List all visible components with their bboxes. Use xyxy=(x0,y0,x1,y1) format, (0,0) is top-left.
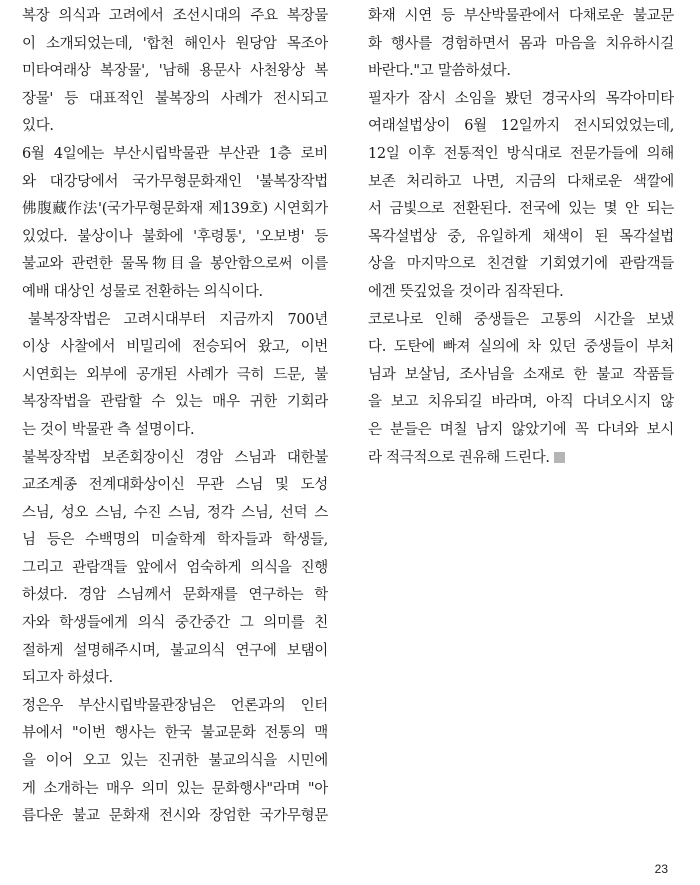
text-line xyxy=(22,169,328,197)
text-line xyxy=(22,417,328,445)
text-line xyxy=(368,31,674,59)
text-line xyxy=(368,417,674,445)
line-text: 목각설법상 중, 유일하게 채색이 된 목각설법 xyxy=(368,228,674,245)
line-text: 님과 보살님, 조사님을 소재로 한 불교 작품들 xyxy=(368,366,674,383)
line-text: 뷰에서 "이번 행사는 한국 불교문화 전통의 맥 xyxy=(22,725,328,742)
text-line xyxy=(368,224,674,252)
line-text: 님 등은 수백명의 미술학계 학자들과 학생들, xyxy=(22,532,328,549)
line-text: 장물' 등 대표적인 불복장의 사례가 전시되고 xyxy=(22,90,328,107)
text-line xyxy=(22,86,328,114)
line-text: 그리고 관람객들 앞에서 엄숙하게 의식을 진행 xyxy=(22,559,328,576)
text-line xyxy=(22,334,328,362)
text-line xyxy=(22,58,328,86)
text-line xyxy=(368,113,674,141)
text-column-right xyxy=(368,3,674,472)
text-line xyxy=(368,141,674,169)
line-text: 라 적극적으로 권유해 드린다. xyxy=(368,449,550,466)
line-text: 12일 이후 전통적인 방식대로 전문가들에 의해 xyxy=(368,145,674,162)
line-text: 이상 사찰에서 비밀리에 전승되어 왔고, 이번 xyxy=(22,339,328,356)
line-text: 서 금빛으로 전환된다. 전국에 있는 몇 안 되는 xyxy=(368,201,674,218)
text-line xyxy=(368,279,674,307)
text-line xyxy=(22,445,328,473)
line-text: 佛腹藏作法'(국가무형문화재 제139호) 시연회가 xyxy=(22,201,328,218)
line-text: 시연회는 외부에 공개된 사례가 극히 드문, 불 xyxy=(22,366,328,383)
line-text: 교조계종 전계대화상이신 무관 스님 및 도성 xyxy=(22,477,328,494)
line-text: 는 것이 박물관 측 설명이다. xyxy=(22,421,195,438)
line-text: 게 소개하는 매우 의미 있는 문화행사"라며 "아 xyxy=(22,780,328,797)
text-line xyxy=(368,251,674,279)
text-line xyxy=(368,389,674,417)
line-text: 화재 시연 등 부산박물관에서 다채로운 불교문 xyxy=(368,8,674,24)
text-line xyxy=(368,334,674,362)
text-line xyxy=(22,31,328,59)
line-text: 불복장작법 보존회장이신 경암 스님과 대한불 xyxy=(22,449,328,466)
text-line xyxy=(22,113,328,141)
text-line xyxy=(368,86,674,114)
page-number: 23 xyxy=(654,862,668,876)
text-line xyxy=(22,610,328,638)
text-line xyxy=(22,638,328,666)
text-line xyxy=(22,196,328,224)
line-text: 보존 처리하고 나면, 지금의 다채로운 색깔에 xyxy=(368,173,674,190)
line-text: 미타여래상 복장물', '남해 용문사 사천왕상 복 xyxy=(22,63,328,80)
line-text: 상을 마지막으로 친견할 기회였기에 관람객들 xyxy=(368,256,674,273)
text-line xyxy=(22,251,328,279)
text-line xyxy=(22,555,328,583)
line-text: 이 소개되었는데, '합천 해인사 원당암 목조아 xyxy=(22,35,328,52)
line-text: 코로나로 인해 중생들은 고통의 시간을 보냈 xyxy=(368,311,674,328)
line-text: 을 이어 오고 있는 진귀한 불교의식을 시민에 xyxy=(22,753,328,770)
line-text: 있다. xyxy=(22,118,54,135)
line-text: 자와 학생들에게 의식 중간중간 그 의미를 친 xyxy=(22,615,328,632)
text-line xyxy=(22,527,328,555)
line-text: 있었다. 불상이나 불화에 '후령통', '오보병' 등 xyxy=(22,228,328,245)
line-text: 예배 대상인 성물로 전환하는 의식이다. xyxy=(22,283,263,300)
line-text: 정은우 부산시립박물관장님은 언론과의 인터 xyxy=(22,697,328,714)
line-text: 필자가 잠시 소임을 봤던 경국사의 목각아미타 xyxy=(368,90,674,107)
line-text: 되고자 하셨다. xyxy=(22,670,113,687)
line-text: 와 대강당에서 국가무형문화재인 '불복장작법 xyxy=(22,173,328,190)
text-line xyxy=(368,169,674,197)
line-text: 다. 도탄에 빠져 실의에 차 있던 중생들이 부처 xyxy=(368,339,674,356)
text-line xyxy=(368,445,674,473)
line-text: 바란다."고 말씀하셨다. xyxy=(368,63,511,80)
text-line xyxy=(22,141,328,169)
text-line xyxy=(22,389,328,417)
text-line xyxy=(368,307,674,335)
text-line xyxy=(22,776,328,804)
line-text: 복장 의식과 고려에서 조선시대의 주요 복장물 xyxy=(22,8,328,24)
text-line xyxy=(368,3,674,31)
line-text: 름다운 불교 문화재 전시와 장엄한 국가무형문 xyxy=(22,808,328,825)
line-text: 을 보고 치유되길 바라며, 아직 다녀오시지 않 xyxy=(368,394,674,411)
text-line xyxy=(22,3,328,31)
text-line xyxy=(22,472,328,500)
line-text: 스님, 성오 스님, 수진 스님, 정각 스님, 선덕 스 xyxy=(22,504,328,521)
text-line xyxy=(22,803,328,831)
text-line xyxy=(22,665,328,693)
text-line xyxy=(22,307,328,335)
text-line xyxy=(22,362,328,390)
line-text: 6월 4일에는 부산시립박물관 부산관 1층 로비 xyxy=(22,145,328,162)
text-line xyxy=(22,748,328,776)
line-text: 화 행사를 경험하면서 몸과 마음을 치유하시길 xyxy=(368,35,674,52)
text-line xyxy=(22,720,328,748)
text-line xyxy=(368,362,674,390)
line-text: 복장작법을 관람할 수 있는 매우 귀한 기회라 xyxy=(22,394,328,411)
line-text: 절하게 설명해주시며, 불교의식 연구에 보탬이 xyxy=(22,642,328,659)
line-text: 은 분들은 며칠 남지 않았기에 꼭 다녀와 보시 xyxy=(368,421,674,438)
line-text: 불복장작법은 고려시대부터 지금까지 700년 xyxy=(28,311,328,328)
line-text: 불교와 관련한 물목物目을 봉안함으로써 이를 xyxy=(22,256,328,273)
line-text: 에겐 뜻깊었을 것이라 짐작된다. xyxy=(368,283,564,300)
text-line xyxy=(22,279,328,307)
text-line xyxy=(22,224,328,252)
text-line xyxy=(22,693,328,721)
line-text: 여래설법상이 6월 12일까지 전시되었었는데, xyxy=(368,118,674,135)
text-line xyxy=(368,58,674,86)
text-line xyxy=(22,582,328,610)
text-column-left xyxy=(22,3,328,831)
text-line xyxy=(368,196,674,224)
end-of-article-mark xyxy=(554,452,565,463)
line-text: 하셨다. 경암 스님께서 문화재를 연구하는 학 xyxy=(22,587,328,604)
text-line xyxy=(22,500,328,528)
